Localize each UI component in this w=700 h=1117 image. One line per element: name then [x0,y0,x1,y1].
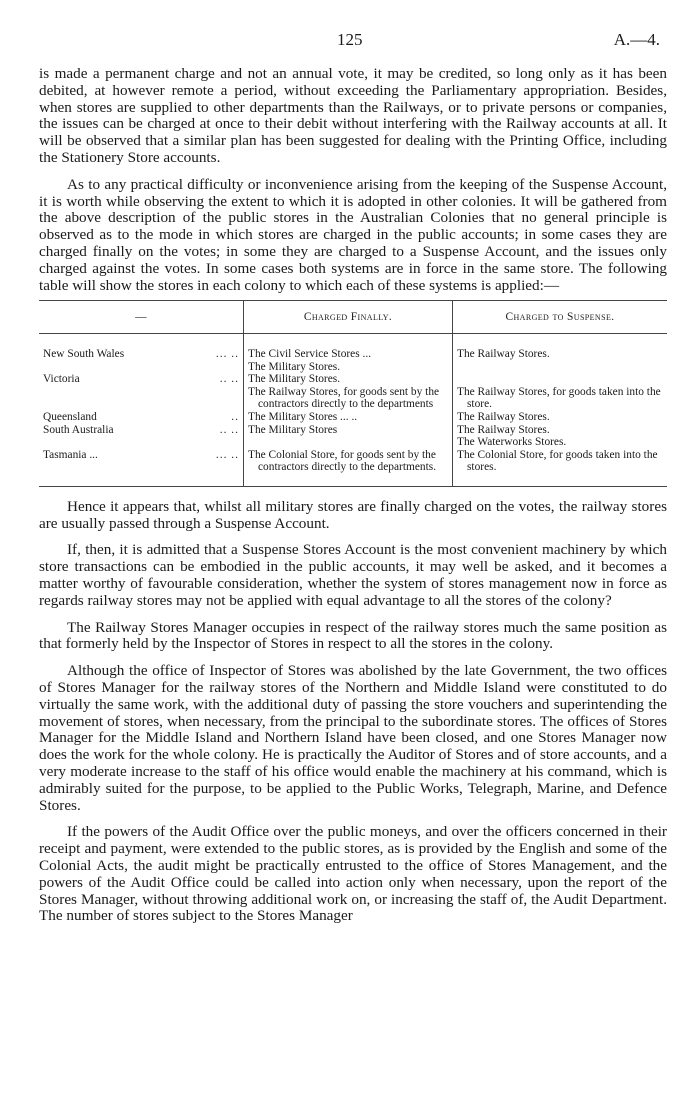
charged-finally-cell [244,449,453,474]
charged-finally-cell [244,348,453,361]
table-header-row [39,301,667,334]
store-entry: The Colonial Store, for goods taken into the stores. [457,448,658,474]
store-entry: The Military Stores. [248,360,341,373]
charged-to-suspense-cell [453,348,668,361]
paragraph: Hence it appears that, whilst all military stores are finally charged on the votes, the railway stores are usually passed through a Suspense Account. [39,497,667,532]
charged-to-suspense-cell [453,449,668,474]
charged-finally-cell [244,411,453,424]
column-header-charged-finally: Charged Finally. [244,301,453,334]
charged-to-suspense-cell [453,373,668,411]
charged-finally-cell [244,361,453,374]
colony-name: Queensland [43,410,97,423]
stores-table [39,300,667,487]
store-entry: The Military Stores ... .. [248,410,358,423]
page-body [39,66,667,925]
store-entry: The Military Stores. [248,373,341,386]
colony-cell [39,424,244,449]
charged-finally-cell [244,373,453,411]
store-entry: The Waterworks Stores. [457,436,567,449]
store-entry: The Civil Service Stores ... [248,347,372,360]
dot-leader: ... .. [215,347,239,360]
store-entry: The Railway Stores. [457,423,550,436]
page-header [0,30,700,52]
table-row [39,361,667,374]
table-row [39,449,667,474]
paragraph: If the powers of the Audit Office over the public moneys, and over the officers concerned in their receipt and payment, were extended to the public stores, as is provided by the English and some of the Colonial Acts, the audit might be practically entrusted to the office of Stores Management, and the powers of the Audit Office could be called into action only when necessary, upon the report of the Stores Manager, without throwing additional work on, or increasing the staff of, the Audit Department. The number of stores subject to the Stores Manager [39,823,667,925]
table-row [39,373,667,411]
dot-leader: ... .. [215,448,239,461]
colony-cell [39,449,244,474]
column-header-colony: — [39,301,244,334]
dot-leader: .. .. [219,373,239,386]
paragraph: If, then, it is admitted that a Suspense Stores Account is the most convenient machinery by which store transactions can be embodied in the public accounts, it may well be asked, and it becomes a matter worthy of favourable consideration, whether the system of stores management now in force as regards railway stores may not be applied with equal advantage to all the stores of the colony? [39,541,667,609]
charged-to-suspense-cell [453,424,668,449]
store-entry: The Colonial Store, for goods sent by the contractors directly to the departments. [248,448,437,474]
dot-leader: .. [231,410,239,423]
paragraph: is made a permanent charge and not an annual vote, it may be credited, so long only as it has been debited, at however remote a period, without exceeding the Parliamentary appropriation. Besides, when stores are supplied to other departments than the Railways, or to private persons or companies, the issues can be charged at once to their debit without interfering with the Railway accounts at all. It will be observed that a similar plan has been suggested for dealing with the Printing Office, including the Stationery Store accounts. [39,65,667,166]
store-entry: The Railway Stores, for goods taken into the store. [457,385,661,411]
column-header-charged-to-suspense: Charged to Suspense. [453,301,668,334]
table-row [39,348,667,361]
colony-name: Tasmania ... [43,448,98,461]
document-reference: A.—4. [613,30,660,49]
colony-cell [39,411,244,424]
paragraph: As to any practical difficulty or inconvenience arising from the keeping of the Suspense Account, it is worth while observing the extent to which it is adopted in other colonies. It will be gathered from the above description of the public stores in the Australian Colonies that no general principle is observed as to the mode in which stores are charged in the public accounts; in some cases they are charged finally on the votes; in some they are charged to a Suspense Account, and the issues only charged against the votes. In some cases both systems are in force in the same store. The following table will show the stores in each colony to which each of these systems is applied:— [39,175,667,294]
colony-cell [39,361,244,374]
colony-name: South Australia [43,423,114,436]
charged-to-suspense-cell [453,361,668,374]
colony-name: New South Wales [43,347,125,360]
store-entry: The Military Stores [248,423,338,436]
paragraph: The Railway Stores Manager occupies in respect of the railway stores much the same position as that formerly held by the Inspector of Stores in respect to all the stores in the colony. [39,618,667,653]
paragraph: Although the office of Inspector of Stores was abolished by the late Government, the two offices of Stores Manager for the railway stores of the Northern and Middle Island were constituted to do virtually the same work, with the additional duty of passing the store vouchers and superintending the movement of stores, when necessary, from the principal to the subordinate stores. The offices of Stores Manager for the Middle Island and Northern Island have been closed, and one Stores Manager now does the work for the whole colony. He is practically the Auditor of Stores and of store accounts, and a very moderate increase to the staff of his office would enable the machinery at his command, which is admirably suited for the purpose, to be applied to the Public Works, Telegraph, Marine, and Defence Stores. [39,662,667,814]
charged-finally-cell [244,424,453,449]
table-row [39,424,667,449]
store-entry: The Railway Stores, for goods sent by the contractors directly to the departments [248,385,440,411]
colony-name: Victoria [43,373,80,386]
store-entry-spacer [457,373,663,386]
store-entry: The Railway Stores. [457,347,550,360]
colony-cell [39,373,244,411]
charged-to-suspense-cell [453,411,668,424]
dot-leader: .. .. [219,423,239,436]
table-row [39,411,667,424]
store-entry: The Railway Stores. [457,410,550,423]
page-number: 125 [337,30,363,49]
colony-cell [39,348,244,361]
